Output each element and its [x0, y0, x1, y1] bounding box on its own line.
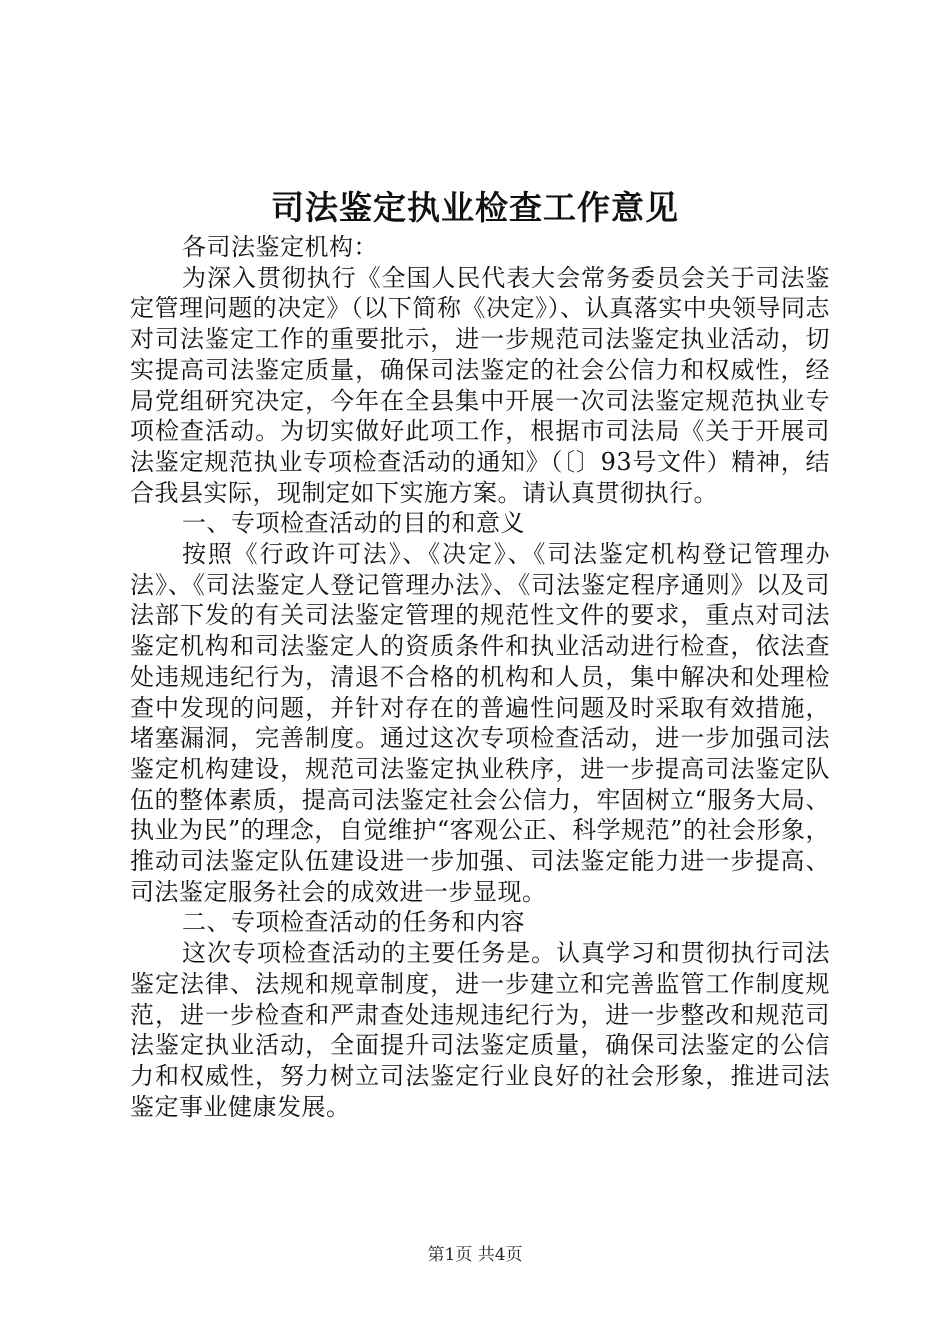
paragraph-purpose: 按照《行政许可法》、《决定》、《司法鉴定机构登记管理办法》、《司法鉴定人登记管理办法》、《司法鉴定程序通则》以及司法部下发的有关司法鉴定管理的规范性文件的要求，重点对司法鉴定机构和司法鉴定人的资质条件和执业活动进行检查，依法查处违规违纪行为，清退不合格的机构和人员，集中解决和处理检查中发现的问题，并针对存在的普遍性问题及时采取有效措施，堵塞漏洞，完善制度。通过这次专项检查活动，进一步加强司法鉴定机构建设，规范司法鉴定执业秩序，进一步提高司法鉴定队伍的整体素质，提高司法鉴定社会公信力，牢固树立“服务大局、执业为民”的理念，自觉维护“客观公正、科学规范”的社会形象，推动司法鉴定队伍建设进一步加强、司法鉴定能力进一步提高、司法鉴定服务社会的成效进一步显现。 [130, 540, 830, 906]
document-body [130, 232, 830, 1122]
salutation: 各司法鉴定机构： [182, 233, 378, 261]
paragraph-tasks: 这次专项检查活动的主要任务是。认真学习和贯彻执行司法鉴定法律、法规和规章制度，进一步建立和完善监管工作制度规范，进一步检查和严肃查处违规违纪行为，进一步整改和规范司法鉴定执业活动，全面提升司法鉴定质量，确保司法鉴定的公信力和权威性，努力树立司法鉴定行业良好的社会形象，推进司法鉴定事业健康发展。 [130, 939, 830, 1121]
document-title: 司法鉴定执业检查工作意见 [271, 188, 679, 227]
page-footer: 第1页 共4页 [427, 1245, 523, 1265]
paragraph-intro: 为深入贯彻执行《全国人民代表大会常务委员会关于司法鉴定管理问题的决定》（以下简称《决定》）、认真落实中央领导同志对司法鉴定工作的重要批示，进一步规范司法鉴定执业活动，切实提高司法鉴定质量，确保司法鉴定的社会公信力和权威性，经局党组研究决定，今年在全县集中开展一次司法鉴定规范执业专项检查活动。为切实做好此项工作，根据市司法局《关于开展司法鉴定规范执业专项检查活动的通知》（〔〕93号文件）精神，结合我县实际，现制定如下实施方案。请认真贯彻执行。 [130, 263, 830, 507]
section-heading-2: 二、专项检查活动的任务和内容 [182, 908, 525, 937]
section-heading-1: 一、专项检查活动的目的和意义 [182, 509, 525, 538]
